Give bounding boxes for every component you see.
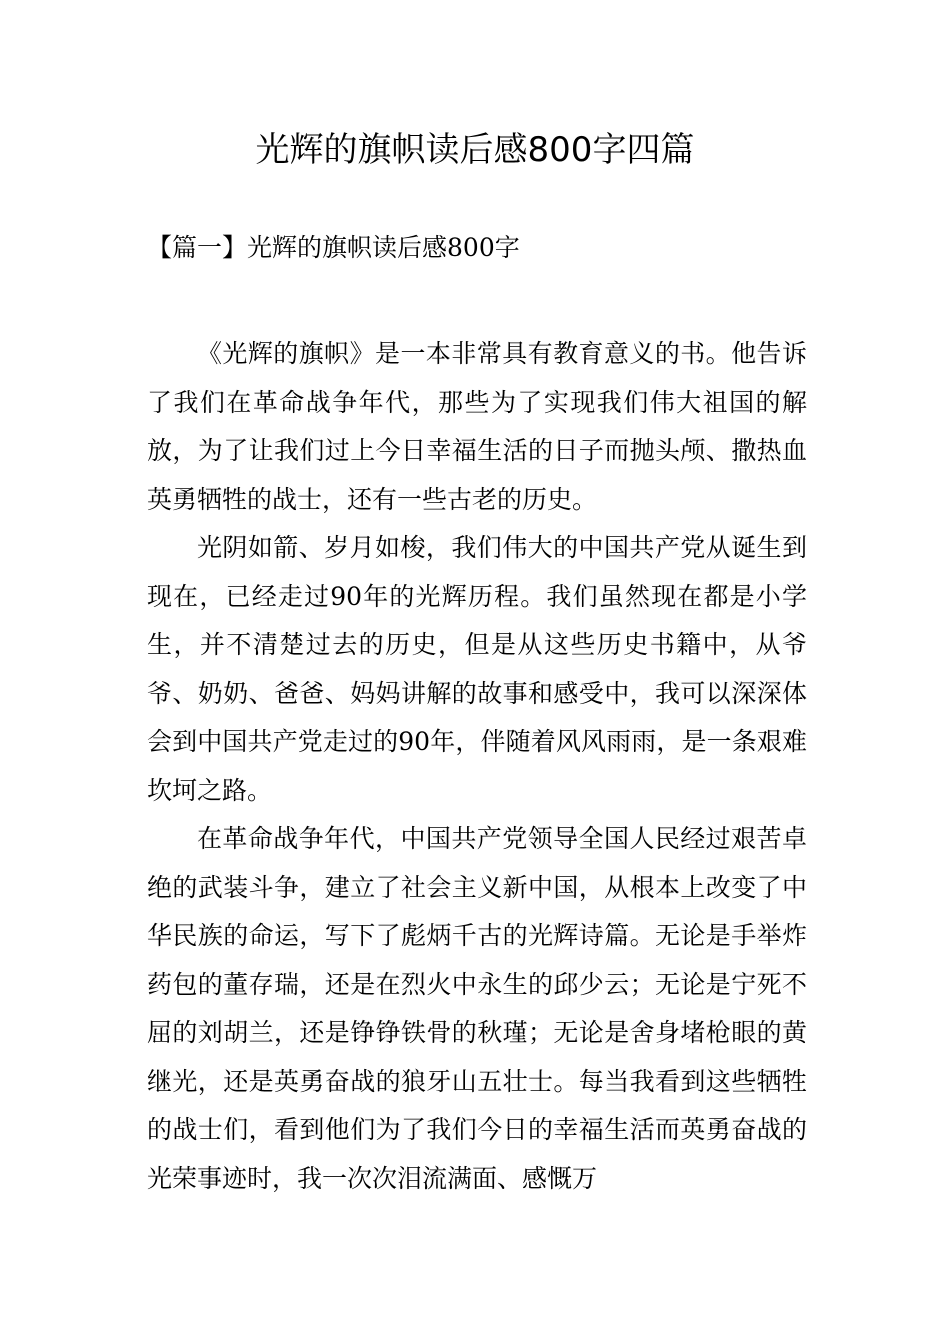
document-title: 光辉的旗帜读后感800字四篇: [255, 130, 695, 170]
document-body: [147, 330, 807, 1203]
paragraph-3: 在革命战争年代，中国共产党领导全国人民经过艰苦卓绝的武装斗争，建立了社会主义新中国，从根本上改变了中华民族的命运，写下了彪炳千古的光辉诗篇。无论是手举炸药包的董存瑞，还是在烈火中永生的邱少云；无论是宁死不屈的刘胡兰，还是铮铮铁骨的秋瑾；无论是舍身堵枪眼的黄继光，还是英勇奋战的狼牙山五壮士。每当我看到这些牺牲的战士们，看到他们为了我们今日的幸福生活而英勇奋战的光荣事迹时，我一次次泪流满面、感慨万: [147, 824, 807, 1193]
paragraph-2: 光阴如箭、岁月如梭，我们伟大的中国共产党从诞生到现在，已经走过90年的光辉历程。我们虽然现在都是小学生，并不清楚过去的历史，但是从这些历史书籍中，从爷爷、奶奶、爸爸、妈妈讲解的故事和感受中，我可以深深体会到中国共产党走过的90年，伴随着风风雨雨，是一条艰难坎坷之路。: [147, 533, 807, 805]
paragraph-1: 《光辉的旗帜》是一本非常具有教育意义的书。他告诉了我们在革命战争年代，那些为了实现我们伟大祖国的解放，为了让我们过上今日幸福生活的日子而抛头颅、撒热血英勇牺牲的战士，还有一些古老的历史。: [147, 339, 807, 514]
section-heading: 【篇一】光辉的旗帜读后感800字: [147, 233, 520, 262]
